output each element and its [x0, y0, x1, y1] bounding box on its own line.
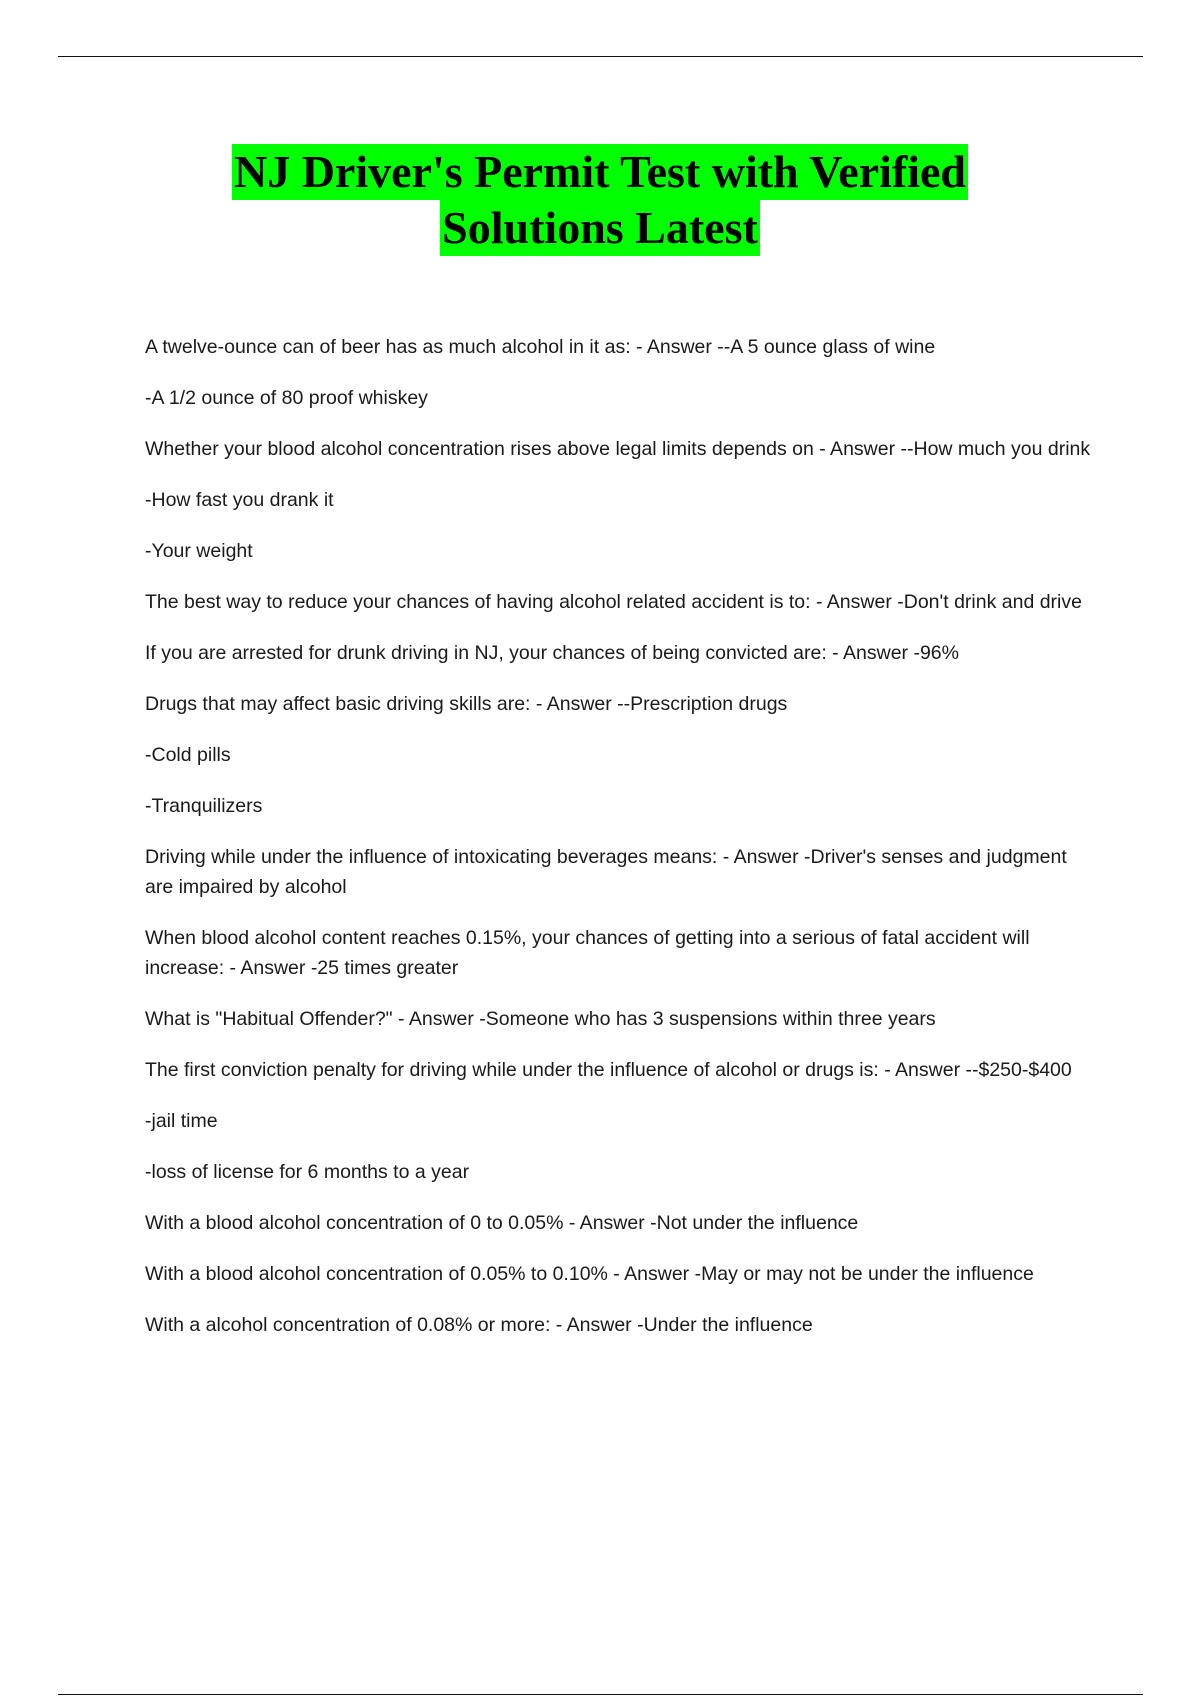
paragraph: -Cold pills — [145, 744, 231, 766]
paragraph: A twelve-ounce can of beer has as much alcohol in it as: - Answer --A 5 ounce glass of wine — [145, 336, 936, 358]
paragraph: With a alcohol concentration of 0.08% or more: - Answer -Under the influence — [145, 1314, 813, 1336]
title-line-2: Solutions Latest — [440, 200, 760, 256]
paragraph: Whether your blood alcohol concentration rises above legal limits depends on - Answer --How much you drink — [145, 438, 1091, 460]
paragraph: -A 1/2 ounce of 80 proof whiskey — [145, 387, 428, 409]
header-rule — [58, 56, 1143, 57]
paragraph: The first conviction penalty for driving while under the influence of alcohol or drugs is: - Answer --$250-$400 — [145, 1059, 1072, 1081]
paragraph: When blood alcohol content reaches 0.15%, your chances of getting into a serious of fatal accident will increase: - Answer -25 times greater — [145, 927, 1035, 979]
document-body — [145, 332, 1095, 1361]
paragraph: -Your weight — [145, 540, 253, 562]
paragraph: -jail time — [145, 1110, 218, 1132]
paragraph: The best way to reduce your chances of having alcohol related accident is to: - Answer -Don't drink and drive — [145, 591, 1082, 613]
paragraph: What is "Habitual Offender?" - Answer -Someone who has 3 suspensions within three years — [145, 1008, 936, 1030]
paragraph: With a blood alcohol concentration of 0.05% to 0.10% - Answer -May or may not be under the influence — [145, 1263, 1034, 1285]
footer-rule — [58, 1694, 1143, 1695]
paragraph: If you are arrested for drunk driving in NJ, your chances of being convicted are: - Answer -96% — [145, 642, 959, 664]
paragraph: -How fast you drank it — [145, 489, 334, 511]
document-title — [0, 144, 1200, 256]
paragraph: Drugs that may affect basic driving skills are: - Answer --Prescription drugs — [145, 693, 788, 715]
paragraph: -Tranquilizers — [145, 795, 263, 817]
paragraph: With a blood alcohol concentration of 0 to 0.05% - Answer -Not under the influence — [145, 1212, 859, 1234]
paragraph: Driving while under the influence of intoxicating beverages means: - Answer -Driver's senses and judgment are impaired by alcohol — [145, 846, 1073, 898]
paragraph: -loss of license for 6 months to a year — [145, 1161, 470, 1183]
title-line-1: NJ Driver's Permit Test with Verified — [232, 144, 968, 200]
